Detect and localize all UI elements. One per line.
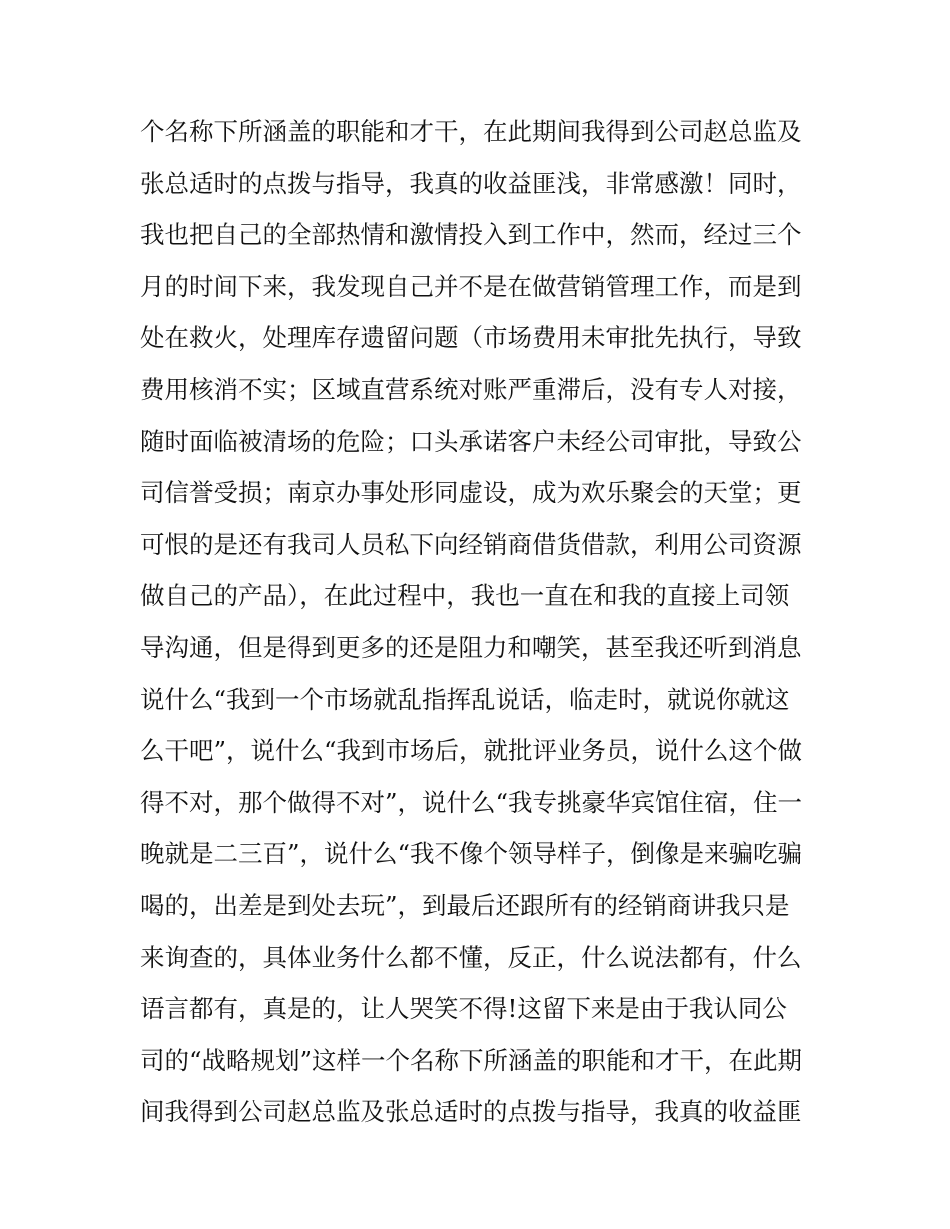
text-line: 语言都有，真是的，让人哭笑不得!这留下来是由于我认同公 bbox=[140, 994, 787, 1024]
text-line: 我也把自己的全部热情和激情投入到工作中，然而，经过三个 bbox=[140, 220, 802, 250]
text-line: 得不对，那个做得不对”，说什么“我专挑豪华宾馆住宿，住一 bbox=[140, 787, 803, 817]
text-line: 么干吧”，说什么“我到市场后，就批评业务员，说什么这个做 bbox=[140, 736, 803, 766]
text-line: 导沟通，但是得到更多的还是阻力和嘲笑，甚至我还听到消息 bbox=[140, 632, 802, 662]
body-paragraph bbox=[140, 106, 820, 1138]
text-line: 晚就是二三百”，说什么“我不像个领导样子，倒像是来骗吃骗 bbox=[140, 839, 803, 869]
text-line: 来询查的，具体业务什么都不懂，反正，什么说法都有，什么 bbox=[140, 942, 802, 972]
text-line: 间我得到公司赵总监及张总适时的点拨与指导，我真的收益匪 bbox=[140, 1097, 802, 1127]
text-line: 费用核消不实；区域直营系统对账严重滞后，没有专人对接， bbox=[140, 374, 802, 404]
text-line: 随时面临被清场的危险；口头承诺客户未经公司审批，导致公 bbox=[140, 426, 802, 456]
text-line: 月的时间下来，我发现自己并不是在做营销管理工作，而是到 bbox=[140, 271, 802, 301]
text-line: 说什么“我到一个市场就乱指挥乱说话，临走时，就说你就这 bbox=[140, 684, 790, 714]
text-line: 司信誉受损；南京办事处形同虚设，成为欢乐聚会的天堂；更 bbox=[140, 478, 802, 508]
text-line: 司的“战略规划”这样一个名称下所涵盖的职能和才干，在此期 bbox=[140, 1045, 803, 1075]
text-line: 做自己的产品），在此过程中，我也一直在和我的直接上司领 bbox=[140, 581, 790, 611]
text-line: 喝的，出差是到处去玩”，到最后还跟所有的经销商讲我只是 bbox=[140, 890, 790, 920]
text-line: 张总适时的点拨与指导，我真的收益匪浅，非常感激！同时， bbox=[140, 168, 802, 198]
text-line: 处在救火，处理库存遗留问题（市场费用未审批先执行，导致 bbox=[140, 323, 802, 353]
text-line: 个名称下所涵盖的职能和才干，在此期间我得到公司赵总监及 bbox=[140, 117, 802, 146]
text-line: 可恨的是还有我司人员私下向经销商借货借款，利用公司资源 bbox=[140, 529, 802, 559]
